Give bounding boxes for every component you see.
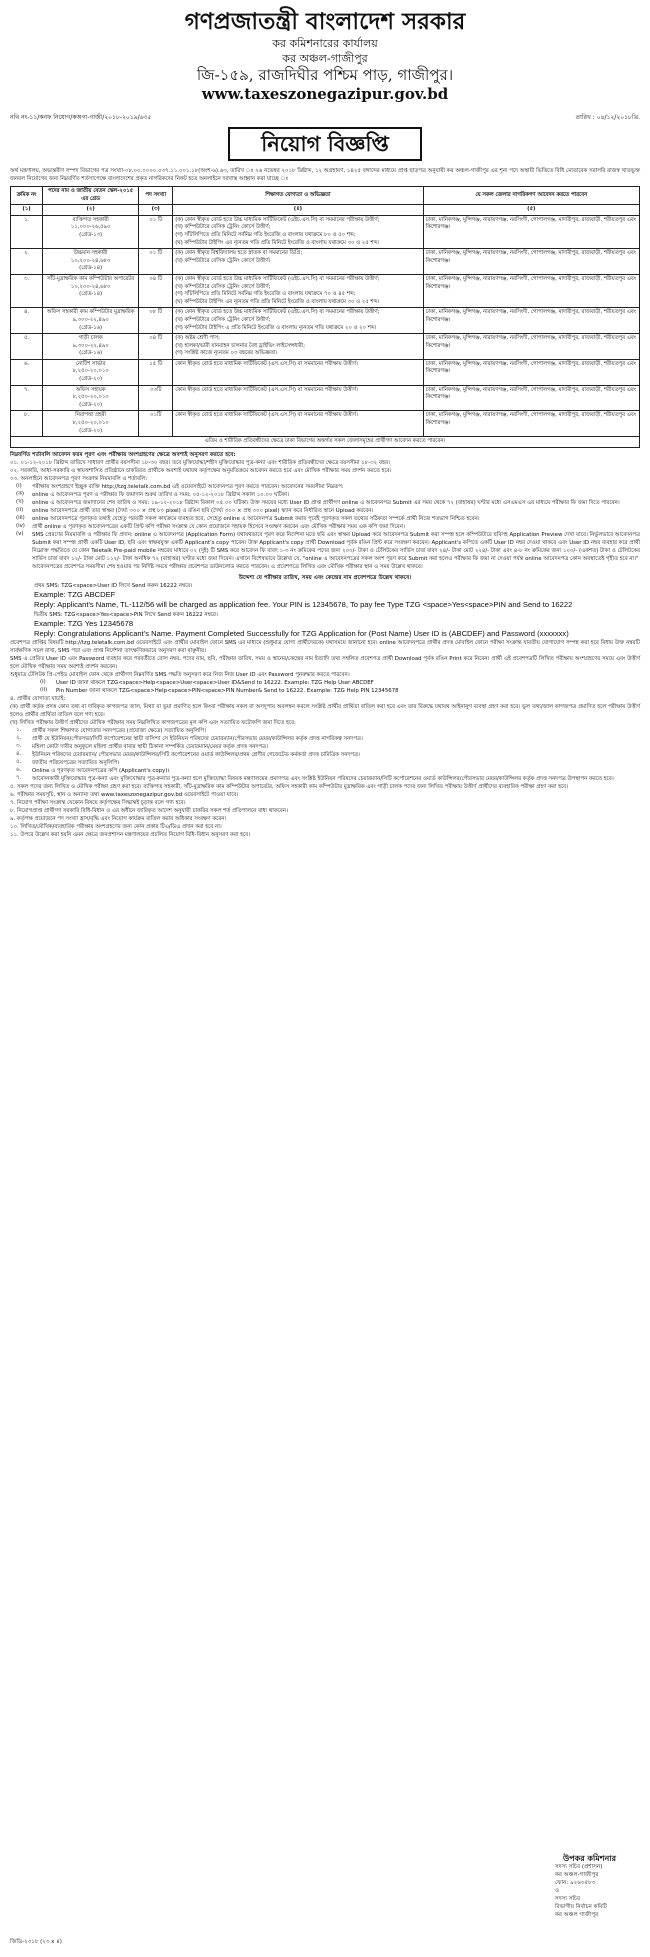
list-item — [10, 523, 640, 531]
pay-scale: ৯,৩০০-২২,৪৯০ — [72, 316, 109, 323]
table-footnote-row — [11, 437, 640, 448]
list-item — [10, 727, 640, 735]
item-text: User ID জানা থাকলে TZG<space>Help<space>User<space>User ID&Send to 16222. Example: TZG Help User ABCDEF — [56, 680, 374, 687]
signatory-line: সদস্য সচিব — [554, 1896, 581, 1902]
item-label: ৪. — [16, 751, 22, 758]
item-text: প্রার্থীর সকল শিক্ষাগত যোগ্যতার সনদপত্রের (প্রযোজ্য ক্ষেত্রে) সত্যায়িত অনুলিপি। — [32, 728, 206, 735]
list-item — [10, 499, 640, 507]
pay-scale: ৯,৩০০-২২,৪৯০ — [72, 342, 109, 349]
memo-date: তারিখ : ০৪/১২/২০১৮খ্রি. — [575, 114, 640, 121]
pay-grade: (গ্রেড-১৪) — [79, 291, 103, 298]
list-item — [10, 483, 640, 491]
cell-qualification — [173, 249, 423, 275]
pay-scale: ১০,২০০-২৪,৬৮০ — [70, 283, 111, 290]
table-row — [11, 308, 640, 334]
post-name: অফিস সহকারী কাম কম্পিউটার মুদ্রাক্ষরিক — [46, 309, 135, 316]
cell-serial: ৬. — [11, 359, 43, 385]
notice-title: নিয়োগ বিজ্ঞপ্তি — [228, 127, 422, 161]
sms-example-2: Example: TZG Yes 12345678 — [34, 618, 134, 628]
qualification-line: (ক) কোন স্বীকৃত বোর্ড হতে উচ্চ মাধ্যমিক সার্টিফিকেট (এইচ.এস.সি) বা সমমানের পরীক্ষায় উত্তীর্ণ; — [175, 216, 380, 223]
sms-first: প্রথম SMS: TZG<space>User ID লিখে Send করুন 16222 নম্বরে। — [34, 582, 193, 589]
list-item — [10, 743, 640, 751]
post-name: নিরাপত্তা প্রহরী — [75, 412, 107, 419]
cell-count: ০১ টি — [139, 215, 173, 248]
sms-heading: উদ্দেশ্য যে পরীক্ষার তারিখ, সময় এবং কেন্দ্রের নাম প্রবেশপত্রে উল্লেখ থাকবে। — [238, 574, 412, 581]
item-label — [10, 563, 32, 571]
item-label: (i) — [16, 482, 22, 489]
signature-block — [555, 1855, 616, 1919]
signatory-line: কর অঞ্চল গাজীপুর — [554, 1912, 599, 1918]
qualification-line: (গ) সংশ্লিষ্ট কাজে ন্যূনতম ০৩ বছরের অভিজ্ঞতা। — [175, 350, 278, 357]
item-label: (iv) — [16, 522, 25, 529]
qualification-line: কোন স্বীকৃত বোর্ড হতে মাধ্যমিক সার্টিফিকেট (এস.এস.সি) বা সমমানের পরীক্ষায় উত্তীর্ণ। — [175, 412, 358, 419]
cell-serial: ৫. — [11, 334, 43, 360]
qualification-line: (খ) কম্পিউটারে বেসিক ট্রেনিং কোর্সে উত্তীর্ণ; — [175, 224, 271, 231]
rule-item: ০২. সরকারি, আধা-সরকারি ও স্বায়ত্তশাসিত প্রতিষ্ঠানে চাকরিরত প্রার্থীকে অবশ্যই যথাযথ কর্তৃপক্ষের অনুমতিক্রমে আবেদন করতে হবে এবং মৌখিক পরীক্ষার সময় প্রদর্শন করতে হবে। — [10, 467, 392, 474]
cell-count: ০১টি — [139, 411, 173, 437]
rule-item: ১০. লিখিত/মৌখিক/ব্যবহারিক পরীক্ষায় অংশগ্রহণের জন্য কোন প্রকার টিএ/ডিএ প্রদান করা হবে না। — [10, 824, 222, 831]
item-label: ১. — [16, 727, 22, 734]
signatory-line: ফোন: ৯২৬৩৫৮৩ — [554, 1880, 596, 1886]
cell-post — [43, 411, 139, 437]
pay-scale: ৮,২৫০-২০,০১০ — [72, 368, 109, 375]
item-text: online আবেদনপত্রে প্রার্থী তার স্বাক্ষর (দৈর্ঘ্য ৩০০ × প্রস্থ ৮০ pixel) ও রঙিন ছবি (দৈর্ঘ্য ৩০০ × প্রস্থ ৩০০ pixel) স্ক্যান করে নির্ধারিত স্থানে Upload করবেন। — [32, 507, 374, 514]
zone-name: কর অঞ্চল-গাজীপুর — [282, 52, 368, 65]
rule-item: (খ) লিখিত পরীক্ষায় উত্তীর্ণ প্রার্থীদের মৌখিক পরীক্ষার সময় নিম্নলিখিত কাগজপত্রের মূল কপি এবং সত্যায়িত ফটোকপি জমা দিতে হবে: — [10, 720, 296, 727]
cell-serial: ১. — [11, 215, 43, 248]
list-item — [10, 775, 640, 783]
item-label: (iii) — [16, 514, 25, 521]
cell-districts: ঢাকা, মানিকগঞ্জ, মুন্সিগঞ্জ, নারায়ণগঞ্জ, নরসিংদী, গোপালগঞ্জ, মাদারীপুর, রাজবাড়ী, শরীয়তপুর এবং কিশোরগঞ্জ। — [423, 411, 639, 437]
pay-grade: (গ্রেড-২০) — [79, 376, 103, 383]
cell-count: ০৮ টি — [139, 308, 173, 334]
cell-post — [43, 359, 139, 385]
post-name: সাঁট-মুদ্রাক্ষরিক কাম কম্পিউটার অপারেটর — [47, 275, 135, 282]
office-address: জি-১৫৯, রাজদিঘীর পশ্চিম পাড়, গাজীপুর। — [196, 66, 454, 84]
list-item — [10, 531, 640, 563]
cell-qualification — [173, 385, 423, 411]
colnum: (৩) — [139, 205, 173, 216]
table-row — [11, 249, 640, 275]
cell-qualification — [173, 359, 423, 385]
pay-scale: ১১,০০০-২৬,৫৯০ — [70, 224, 111, 231]
pay-grade: (গ্রেড-১৬) — [79, 324, 103, 331]
pay-grade: (গ্রেড-২০) — [79, 401, 103, 408]
header-qualification: শিক্ষাগত যোগ্যতা ও অভিজ্ঞতা — [173, 187, 423, 205]
cell-qualification — [173, 308, 423, 334]
rules-top-list — [10, 459, 640, 483]
item-label: (খ) — [16, 498, 24, 505]
qualification-line: (খ) কম্পিউটারে বেসিক ট্রেনিং কোর্সে উত্তীর্ণ। — [175, 257, 271, 264]
table-colnum-row — [11, 205, 640, 216]
intro-paragraph: অর্থ মন্ত্রণালয়, অভ্যন্তরীণ সম্পদ বিভাগের পত্র সংখ্যা-০৮.০০.০০০০.০৩৭.১১.০০১.১৮(অংশ-৬).৬৩, তারিখ ঃ ২৬ নভেম্বর ২০১৮ খ্রিষ্টাব্দ, ১২ অগ্রহায়ণ, ১৪২৫ বঙ্গাব্দের মাধ্যমে প্রাপ্ত ছাড়পত্র অনুযায়ী কর অঞ্চল-গাজীপুর এর শূন্য পদে অস্থায়ী ভিত্তিতে বিধি মোতাবেক সরাসরি রাজস্ব খাতভুক্ত জনবল নিয়োগের জন্য নিম্নবর্ণিত শর্তসাপেক্ষে বাংলাদেশের প্রকৃত নাগরিকদের নিকট হতে অনলাইনে দরখাস্ত আহ্বান করা যাচ্ছে ঃ — [10, 168, 640, 182]
memo-number: নথি নং-১১/কনফ নিয়োগ/কঅগা-গাজী/২০১৮-২০১৯/৬৩৫ — [10, 114, 152, 121]
cell-districts: ঢাকা, মানিকগঞ্জ, মুন্সিগঞ্জ, নারায়ণগঞ্জ, নরসিংদী, গোপালগঞ্জ, মাদারীপুর, রাজবাড়ী, শরীয়তপুর এবং কিশোরগঞ্জ। — [423, 249, 639, 275]
website-link[interactable]: www.taxeszonegazipur.gov.bd — [201, 85, 449, 103]
online-rules-list — [10, 483, 640, 571]
post-name: অফিস সহায়ক — [75, 386, 106, 393]
rule-item: ৪. প্রার্থীর যোগ্যতা যাচাই: — [10, 696, 66, 703]
list-item — [10, 507, 640, 515]
rule-item: ০৩. অনলাইনে আবেদনপত্র পূরণ সংক্রান্ত নিয়মাবলি ও শর্তাবলি: — [10, 475, 148, 482]
qualification-line: (খ) কম্পিউটারে বেসিক ট্রেনিং কোর্সে উত্তীর্ণ; — [175, 316, 271, 323]
item-label: ৫. — [16, 759, 22, 766]
cell-districts: ঢাকা, মানিকগঞ্জ, মুন্সিগঞ্জ, নারায়ণগঞ্জ, নরসিংদী, গোপালগঞ্জ, মাদারীপুর, রাজবাড়ী, শরীয়তপুর এবং কিশোরগঞ্জ। — [423, 334, 639, 360]
qualification-line: (ক) কোন স্বীকৃত বিশ্ববিদ্যালয় হতে স্নাতক বা সমমানের ডিগ্রি; — [175, 250, 303, 257]
header-serial: ক্রমিক নং — [11, 187, 43, 205]
cell-qualification — [173, 411, 423, 437]
final-rules-list — [10, 783, 640, 839]
item-label: (i) — [40, 679, 46, 686]
post-name: ব্যক্তিগত সহকারী — [72, 216, 109, 223]
table-row — [11, 215, 640, 248]
cell-qualification — [173, 215, 423, 248]
signatory-title: উপকর কমিশনার — [562, 1854, 616, 1863]
item-text: পরীক্ষায় অংশগ্রহণে ইচ্ছুক ব্যক্তি http://tzg.teletalk.com.bd এই ওয়েবসাইটে আবেদনপত্র পূরণ করতে পারবেন। আবেদনের সময়সীমা নিম্নরূপ: — [32, 483, 344, 490]
qualification-line: (ক) অষ্টম শ্রেণী পাস; — [175, 335, 220, 342]
govt-title: গণপ্রজাতন্ত্রী বাংলাদেশ সরকার — [184, 8, 466, 35]
cell-serial: ২. — [11, 249, 43, 275]
table-row — [11, 385, 640, 411]
later-rules — [10, 695, 640, 727]
table-header-row — [11, 187, 640, 205]
cell-serial: ৪. — [11, 308, 43, 334]
item-text: online এ আবেদনপত্র পূরণ ও পরীক্ষার ফি জমাদান শুরুর তারিখ ও সময়: ০৫-১২-২০১৮ খ্রিষ্টাব্দ সকাল ১০.০০ ঘটিকা। — [32, 491, 290, 498]
cell-districts: ঢাকা, মানিকগঞ্জ, মুন্সিগঞ্জ, নারায়ণগঞ্জ, নরসিংদী, গোপালগঞ্জ, মাদারীপুর, রাজবাড়ী, শরীয়তপুর এবং কিশোরগঞ্জ। — [423, 359, 639, 385]
cell-districts: ঢাকা, মানিকগঞ্জ, মুন্সিগঞ্জ, নারায়ণগঞ্জ, নরসিংদী, গোপালগঞ্জ, মাদারীপুর, রাজবাড়ী, শরীয়তপুর এবং কিশোরগঞ্জ। — [423, 308, 639, 334]
item-text: আবেদনকারী মুক্তিযোদ্ধার পুত্র-কন্যা এবং মুক্তিযোদ্ধার পুত্র-কন্যার পুত্র-কন্যা হলে মুক্তিযোদ্ধা বিষয়ক মন্ত্রণালয়ের প্রমাণপত্র এবং সংশ্লিষ্ট ইউনিয়ন পরিষদের চেয়ারম্যান/সিটি কর্পোরেশনের ওয়ার্ড কাউন্সিলর/পৌরসভার মেয়র/কাউন্সিলর কর্তৃক প্রদত্ত সনদপত্র উপস্থাপন করতে হবে। — [32, 776, 614, 783]
qualification-line: (খ) হালকা/ভারী যানবাহন চালনার বৈধ ড্রাইভিং লাইসেন্সধারী; — [175, 342, 306, 349]
cell-post — [43, 334, 139, 360]
pay-grade: (গ্রেড-১৪) — [79, 265, 103, 272]
sms-example-1: Example: TZG ABCDEF — [34, 589, 116, 599]
header-districts: যে সকল জেলার নাগরিকগণ আবেদন করতে পারবেন — [423, 187, 639, 205]
pay-grade: (গ্রেড-১৬) — [79, 350, 103, 357]
rules-heading: নিম্নবর্ণিত শর্তাবলি আবেদন ফরম পূরণ এবং পরীক্ষায় অংশগ্রহণের ক্ষেত্রে অবশ্যই অনুসরণ করতে হবে: — [10, 451, 236, 458]
post-name: নোটিশ সার্ভার — [75, 360, 106, 367]
item-text: প্রার্থী online এ পূরণকৃত আবেদনপত্রের একটি প্রিন্ট কপি পরীক্ষা সংক্রান্ত যে কোন প্রয়োজনে সহায়ক হিসেবে সংরক্ষণ করবেন এবং মৌখিক পরীক্ষার সময় এক কপি জমা দিবেন। — [32, 523, 405, 530]
table-footnote: এতিম ও শারীরিক প্রতিবন্ধীদের ক্ষেত্রে ঢাকা বিভাগের অন্তর্গত সকল জেলাসমূহের প্রার্থীগণ আবেদন করতে পারবেন। — [11, 437, 640, 448]
post-name: গাড়ী চালক — [78, 335, 103, 342]
cell-districts: ঢাকা, মানিকগঞ্জ, মুন্সিগঞ্জ, নারায়ণগঞ্জ, নরসিংদী, গোপালগঞ্জ, মাদারীপুর, রাজবাড়ী, শরীয়তপুর এবং কিশোরগঞ্জ। — [423, 215, 639, 248]
list-item — [10, 563, 640, 571]
list-item — [34, 687, 640, 695]
item-label: (ii) — [16, 506, 24, 513]
cell-qualification — [173, 334, 423, 360]
list-item — [10, 735, 640, 743]
rule-item: ০১. ০১-১২-২০১৮ খ্রিষ্টাব্দ তারিখে সাধারণ প্রার্থীর বয়সসীমা ১৮-৩০ বছর। তবে মুক্তিযোদ্ধা/শহীদ মুক্তিযোদ্ধার পুত্র-কন্যা এবং শারীরিক প্রতিবন্ধীদের ক্ষেত্রে বয়সসীমা ১৮-৩২ বছর। — [10, 459, 391, 466]
signatory-line: কর অঞ্চল-গাজীপুর — [554, 1872, 599, 1878]
letterhead — [10, 8, 640, 104]
item-label: (ক) — [16, 490, 24, 497]
qualification-line: (ঘ) কম্পিউটার টাইপিং এর ন্যূনতম গতি প্রতি মিনিটে ইংরেজি ও বাংলায় যথাক্রমে ৩০ ও ২৫ শব্দ। — [175, 239, 380, 246]
cell-post — [43, 215, 139, 248]
item-label: (ii) — [40, 687, 48, 694]
rule-item: ৮. নিয়োগপ্রাপ্ত প্রার্থীগণ সরকারি বিধি-বিধান ও এর অধীনে জারিকৃত আদেশ অনুযায়ী চাকরির সকল শর্ত প্রতিপালনে বাধ্য থাকবেন। — [10, 808, 288, 815]
pay-scale: ৮,২৫০-২০,০১০ — [72, 394, 109, 401]
signatory-line: বিভাগীয় নির্বাচন কমিটি — [554, 1904, 607, 1910]
admit-para: শুধুমাত্র টেলিটক প্রি-পেইড মোবাইল ফোন থেকে প্রার্থীগণ নিম্নবর্ণিত SMS পদ্ধতি অনুসরণ করে নিজ নিজ User ID এবং Password পুনরুদ্ধার করতে পারবেন। — [10, 672, 350, 679]
qualification-line: (গ) সাঁটলিপিতে প্রতি মিনিটে সর্বনিম্ন গতি ইংরেজি ও বাংলায় যথাক্রমে ৭০ ও ৪৫ শব্দ; — [175, 291, 356, 298]
rule-item: ১১. উপরে উল্লেখ করা হয়নি এমন ক্ষেত্রে জনপ্রশাসন মন্ত্রণালয়ের প্রচলিত নিয়োগ বিধি-বিধান অনুসরণ করা হবে। — [10, 832, 250, 839]
qualification-line: (ঘ) কম্পিউটার টাইপিং এর ন্যূনতম গতি প্রতি মিনিটে ইংরেজি ও বাংলায় যথাক্রমে ৩০ ও ২৫ শব্দ। — [175, 298, 380, 305]
post-name: উচ্চমান সহকারী — [73, 250, 108, 257]
list-item — [10, 491, 640, 499]
cell-count: ০৪ টি — [139, 334, 173, 360]
cell-count: ০৪ টি — [139, 274, 173, 307]
signatory-line: সদস্য সচিব (প্রশাসন) — [554, 1864, 603, 1870]
item-text: জাতীয় পরিচয়পত্রের সত্যায়িত অনুলিপি। — [32, 760, 120, 767]
sms-reply-2: Reply: Congratulations Applicant's Name. Payment Completed Successfully for TZG Application for (Post Name) User ID is (ABCDEF) and Password (xxxxxxx) — [34, 629, 569, 639]
admit-para: প্রবেশপত্র প্রাপ্তির বিষয়টি http://tzg.teletalk.com.bd ওয়েবসাইটে এবং প্রার্থীর মোবাইল ফোনে SMS এর মাধ্যমে (শুধুমাত্র যোগ্য প্রার্থীদেরকে) যথাসময়ে জানানো হবে। online আবেদনপত্রে প্রার্থীর প্রদত্ত মোবাইল ফোনে পরীক্ষা সংক্রান্ত যাবতীয় যোগাযোগ সম্পন্ন করা হবে বিধায় উক্ত নম্বরটি সার্বক্ষণিক সচল রাখা, SMS পড়া এবং প্রাপ্ত নির্দেশনা তাৎক্ষণিকভাবে অনুসরণ করা বাঞ্ছনীয়। — [10, 640, 640, 655]
item-text: মহিলা কোটা দাবীর অনুকূলে মহিলা প্রার্থীর বাবার স্থায়ী ঠিকানা সম্পর্কিত চেয়ারম্যান/মেয়র কর্তৃক প্রদত্ত সনদপত্র। — [32, 744, 268, 751]
qualification-line: (খ) কম্পিউটারে বেসিক ট্রেনিং কোর্সে উত্তীর্ণ; — [175, 283, 271, 290]
rule-item: ৫. সকল পদের জন্য লিখিত ও মৌখিক পরীক্ষা গ্রহণ করা হবে। ব্যক্তিগত সহকারী, সাঁট-মুদ্রাক্ষরিক কাম কম্পিউটার অপারেটর, অফিস সহকারী কাম কম্পিউটার মুদ্রাক্ষরিক এবং গাড়ী চালক পদের জন্য লিখিত পরীক্ষায় উত্তীর্ণ প্রার্থীদের ব্যবহারিক পরীক্ষা গ্রহণ করা হবে। — [10, 784, 569, 791]
footer-code: জিডি-২৩১৮ (২৩ x ৪) — [10, 1939, 62, 1945]
qualification-line: (ক) কোন স্বীকৃত বোর্ড হতে উচ্চ মাধ্যমিক সার্টিফিকেট (এইচ.এস.সি) বা সমমানের পরীক্ষায় উত্তীর্ণ; — [175, 275, 380, 282]
item-text: প্রার্থী যে ইউনিয়ন/পৌরসভা/সিটি কর্পোরেশনের স্থায়ী বাসিন্দা সে ইউনিয়ন পরিষদের চেয়ারম্যান/পৌরসভার মেয়র/কাউন্সিলর কর্তৃক প্রদত্ত নাগরিকত্ব সনদপত্র। — [32, 736, 363, 743]
item-label: ৬. — [16, 767, 22, 774]
sms-reply-1: Reply: Applicant's Name, TL-112/56 will be charged as application fee. Your PIN is 12345678, To pay fee Type TZG <space>Yes<space>PIN and Send to 16222 — [34, 600, 573, 610]
header-count: পদ সংখ্যা — [139, 187, 173, 205]
cell-districts: ঢাকা, মানিকগঞ্জ, মুন্সিগঞ্জ, নারায়ণগঞ্জ, নরসিংদী, গোপালগঞ্জ, মাদারীপুর, রাজবাড়ী, শরীয়তপুর এবং কিশোরগঞ্জ। — [423, 385, 639, 411]
item-text: আবেদনপত্রের প্রবেশপত্র সময়সীমা শেষ হওয়ার পর নির্দিষ্ট সময়ে পরীক্ষার প্রবেশপত্র ডাউনলোড করতে পারবেন। এ প্রবেশপত্রে লিখিত এবং মৌখিক পরীক্ষার স্থান ও সময় উল্লেখ থাকবে। — [32, 563, 423, 570]
item-label: ৭. — [16, 775, 22, 782]
table-row — [11, 334, 640, 360]
cell-qualification — [173, 274, 423, 307]
colnum: (৪) — [173, 205, 423, 216]
sms-second: দ্বিতীয় SMS: TZG<space>Yes<space>PIN লিখে Send করুন 16222 নম্বরে। — [34, 611, 218, 618]
item-label: ২. — [16, 735, 22, 742]
list-item — [34, 679, 640, 687]
cell-count: ১৫ টি — [139, 359, 173, 385]
posts-table — [10, 186, 640, 448]
cell-post — [43, 249, 139, 275]
header-post: পদের নাম ও জাতীয় বেতন স্কেল-২০১৫ এর গ্রেড — [43, 187, 139, 205]
table-row — [11, 359, 640, 385]
pay-scale: ৮,২৫০-২০,০১০ — [72, 420, 109, 427]
item-text: Pin Number জানা থাকলে TZG<space>Help<space>PIN<space>PIN Number& Send to 16222. Example: TZG Help PIN 12345678 — [56, 688, 399, 695]
signatory-line: ও — [554, 1888, 560, 1894]
sms-instructions — [10, 582, 640, 640]
table-row — [11, 274, 640, 307]
pay-grade: (গ্রেড-২০) — [79, 427, 103, 434]
qualification-line: (গ) সাঁটলিপিতে প্রতি মিনিটে সর্বনিম্ন গতি ইংরেজি ও বাংলায় যথাক্রমে ৮০ ও ৫০ শব্দ; — [175, 231, 356, 238]
table-row — [11, 411, 640, 437]
admit-card-paragraphs — [10, 639, 640, 679]
item-label: (v) — [16, 530, 24, 537]
list-item — [10, 515, 640, 523]
colnum: (২) — [43, 205, 139, 216]
rule-item: ৯. কর্তৃপক্ষ প্রয়োজনে পদ সংখ্যা হ্রাস/বৃদ্ধি এবং নিয়োগ কার্যক্রম বাতিল করার অধিকার সংরক্ষণ করেন। — [10, 816, 227, 823]
cell-count: ০৩টি — [139, 385, 173, 411]
documents-list — [10, 727, 640, 783]
qualification-line: (ক) কোন স্বীকৃত বোর্ড হতে উচ্চ মাধ্যমিক সার্টিফিকেট (এইচ.এস.সি) বা সমমানের পরীক্ষায় উত্তীর্ণ; — [175, 309, 380, 316]
office-name: কর কমিশনারের কার্যালয় — [272, 37, 378, 50]
rule-item: ৭. নিয়োগ পরীক্ষা সংক্রান্ত যেকোন বিষয়ে কর্তৃপক্ষের সিদ্ধান্তই চূড়ান্ত বলে গণ্য হবে। — [10, 800, 186, 807]
item-text: ইউনিয়ন পরিষদের চেয়ারম্যান/ পৌরসভার মেয়র/কাউন্সিলর/সিটি কর্পোরেশনের ওয়ার্ড কাউন্সিলর/প্রথম শ্রেণীর গেজেটেড কর্মকর্তা প্রদত্ত চারিত্রিক সনদপত্র। — [32, 752, 360, 759]
item-text: online এ আবেদনপত্র জমাদানের শেষ তারিখ ও সময়: ১৯-১২-২০১৮ খ্রিষ্টাব্দ বিকাল ০৫.০০ ঘটিকা। উক্ত সময়ের মধ্যে User ID প্রাপ্ত প্রার্থীগণ online এ আবেদনপত্র Submit এর সময় থেকে ৭২ (বাহাত্তর) ঘণ্টার মধ্যে এসএমএস এর মাধ্যমে পরীক্ষার ফি জমা দিতে পারবেন। — [32, 499, 620, 506]
pay-scale: ১০,২০০-২৪,৬৮০ — [70, 257, 111, 264]
admit-para: SMS এ প্রেরিত User ID এবং Password ব্যবহার করে পরবর্তীতে রোল নম্বর, পদের নাম, ছবি, পরীক্ষার তারিখ, সময় ও স্থানের/কেন্দ্রের নাম ইত্যাদি তথ্য সম্বলিত প্রবেশপত্র প্রার্থী Download পূর্বক রঙিন Print করে নিবেন। প্রার্থী এই প্রবেশপত্রটি লিখিত পরীক্ষায় অংশগ্রহণের সময়ে এবং উত্তীর্ণ হলে মৌখিক পরীক্ষার সময় অবশ্যই প্রদর্শন করবেন। — [10, 656, 640, 671]
cell-post — [43, 274, 139, 307]
memo-line — [10, 112, 640, 123]
qualification-line: কোন স্বীকৃত বোর্ড হতে মাধ্যমিক সার্টিফিকেট (এস.এস.সি) বা সমমানের পরীক্ষায় উত্তীর্ণ। — [175, 386, 358, 393]
item-text: online আবেদনপত্রে পূরণকৃত তথ্যই যেহেতু পরবর্তী সকল কার্যক্রমে ব্যবহৃত হবে, সেহেতু online এ আবেদনপত্র Submit করার পূর্বেই পূরণকৃত সকল তথ্যের সঠিকতা সম্পর্কে প্রার্থী নিজে শতভাগ নিশ্চিত হবেন। — [32, 515, 480, 522]
rule-item: (ক) প্রার্থী কর্তৃক প্রদত্ত কোন তথ্য বা দাবিকৃত কাগজপত্র জাল, মিথ্যা বা ভুয়া প্রমাণিত হলে কিংবা পরীক্ষায় নকল বা অসদুপায় অবলম্বন করলে সংশ্লিষ্ট প্রার্থীর প্রার্থিতা বাতিল করা হবে এবং তার বিরুদ্ধে যথাযথ আইনানুগ ব্যবস্থা গ্রহণ করা হবে। ভুল তথ্য/জাল কাগজপত্র প্রমাণিত হলে পরীক্ষায় উত্তীর্ণ হলেও প্রার্থীর প্রার্থিতা বাতিল বলে গণ্য হবে। — [10, 704, 640, 719]
cell-serial: ৮. — [11, 411, 43, 437]
qualification-line: কোন স্বীকৃত বোর্ড হতে মাধ্যমিক সার্টিফিকেট (এস.এস.সি) বা সমমানের পরীক্ষায় উত্তীর্ণ। — [175, 360, 358, 367]
cell-count: ০১ টি — [139, 249, 173, 275]
item-text: SMS প্রেরণের নিয়মাবলি ও পরীক্ষার ফি প্রদান: online এ আবেদনপত্র (Application Form) যথাযথভাবে পূরণ করে নির্দেশনা মতে ছবি এবং স্বাক্ষর Upload করে আবেদনপত্র Submit করা সম্পন্ন হলে কম্পিউটারে ছবিসহ Application Preview দেখা যাবে। নির্ভুলভাবে আবেদনপত্র Submit করা সম্পন্ন প্রার্থী একটি User ID, ছবি এবং স্বাক্ষরযুক্ত একটি Applicant's copy পাবেন। উক্ত Applicant's copy প্রার্থী Download পূর্বক রঙিন প্রিন্ট করে সংরক্ষণ করবেন। Applicant's কপিতে একটি User ID নম্বর দেওয়া থাকবে এবং User ID নম্বর ব্যবহার করে প্রার্থী নিম্নোক্ত পদ্ধতিতে যে কোন Teletalk Pre-paid mobile নম্বরের মাধ্যমে ০২ (দুই) টি SMS করে আবেদন ফি বাবদ ১-৩ নং ক্রমিকের পদের জন্য ২০০/- টাকা ও টেলিটকের সার্ভিস চার্জ বাবদ ২৪/- টাকা মোট ২২৪/- টাকা এবং ৪-৮ নং ক্রমিকের জন্য ১০০/- (একশত) টাকা ও টেলিটকের সার্ভিস চার্জ বাবদ ১২/- টাকা মোট ১১২/- টাকা অনধিক ৭২ (বাহাত্তর) ঘণ্টার মধ্যে জমা দিবেন। এখানে বিশেষভাবে উল্লেখ্য যে, "online এ আবেদনপত্রের সকল অংশ পূরণ করে Submit করা হলেও পরীক্ষার ফি জমা না দেওয়া পর্যন্ত online আবেদনপত্র কোন অবস্থাতেই গৃহীত হবে না।" — [32, 531, 640, 562]
colnum: (১) — [11, 205, 43, 216]
rule-item: ৬. পরীক্ষার সময়সূচি, স্থান ও অন্যান্য তথ্য www.taxeszonegazipur.gov.bd ওয়েবসাইটে পাওয়া যাবে। — [10, 792, 239, 799]
qualification-line: (গ) কম্পিউটার টাইপিং এ প্রতি মিনিটে ইংরেজি ও বাংলায় ন্যূনতম গতি যথাক্রমে ২০ ও ২০ শব্দ। — [175, 324, 377, 331]
list-item — [10, 751, 640, 759]
colnum: (৫) — [423, 205, 639, 216]
list-item — [10, 767, 640, 775]
cell-serial: ৩. — [11, 274, 43, 307]
cell-districts: ঢাকা, মানিকগঞ্জ, মুন্সিগঞ্জ, নারায়ণগঞ্জ, নরসিংদী, গোপালগঞ্জ, মাদারীপুর, রাজবাড়ী, শরীয়তপুর এবং কিশোরগঞ্জ। — [423, 274, 639, 307]
cell-serial: ৭. — [11, 385, 43, 411]
list-item — [10, 759, 640, 767]
cell-post — [43, 308, 139, 334]
item-text: Online এ পূরণকৃত আবেদনপত্রের কপি (Applicant's copy)। — [32, 768, 170, 775]
pay-grade: (গ্রেড-১৩) — [79, 231, 103, 238]
recovery-list — [10, 679, 640, 695]
item-label: ৩. — [16, 743, 22, 750]
table-body — [11, 215, 640, 436]
cell-post — [43, 385, 139, 411]
